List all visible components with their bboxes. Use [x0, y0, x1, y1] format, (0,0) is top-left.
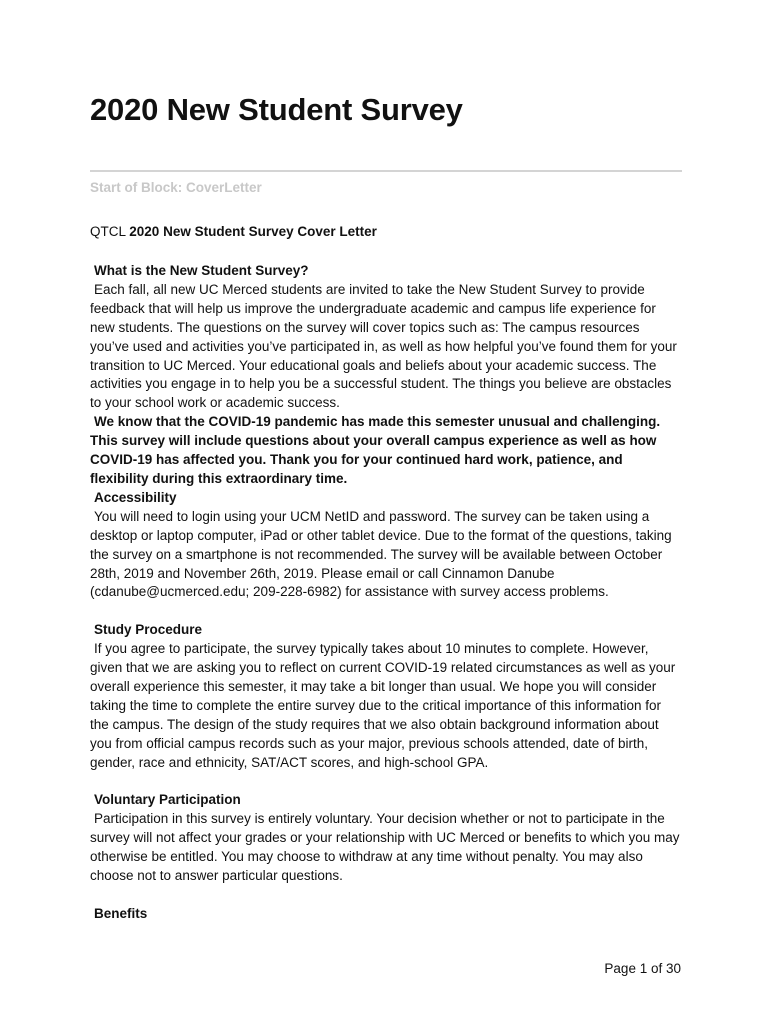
block-start-label: Start of Block: CoverLetter	[90, 180, 262, 195]
covid-notice: We know that the COVID-19 pandemic has made this semester unusual and challenging. This survey will include questions about your overall campus experience as well as how COVID-19 has affected you. Thank you for your continued hard work, patience, and flexibility during this extraordinary time.	[90, 414, 661, 486]
paragraph-gap	[90, 886, 682, 905]
title-divider	[90, 170, 682, 172]
question-id: QTCL	[90, 224, 126, 239]
page-number: Page 1 of 30	[604, 961, 681, 976]
question-header	[90, 224, 377, 239]
paragraph-gap	[90, 602, 682, 621]
section-body-accessibility: You will need to login using your UCM NetID and password. The survey can be taken using a desktop or laptop computer, iPad or other tablet device. Due to the format of the questions, taking the survey on a smartphone is not recommended. The survey will be available between October 28th, 2019 and November 26th, 2019. Please email or call Cinnamon Danube (cdanube@ucmerced.edu; 209-228-6982) for assistance with survey access problems.	[90, 508, 672, 600]
section-heading-what-is: What is the New Student Survey?	[94, 263, 309, 278]
section-heading-study-procedure: Study Procedure	[94, 622, 203, 638]
section-heading-benefits: Benefits	[94, 905, 148, 921]
section-heading-voluntary: Voluntary Participation	[94, 792, 241, 808]
section-body-study-procedure: If you agree to participate, the survey typically takes about 10 minutes to complete. However, given that we are asking you to reflect on current COVID-19 related circumstances as well as your overall experience this semester, it may take a bit longer than usual. We hope you will consider taking the time to complete the entire survey due to the critical importance of this information for the campus. The design of the study requires that we also obtain background information about you from official campus records such as your major, previous schools attended, date of birth, gender, race and ethnicity, SAT/ACT scores, and high-school GPA.	[90, 641, 676, 770]
document-title: 2020 New Student Survey	[90, 92, 463, 127]
section-body-voluntary: Participation in this survey is entirely voluntary. Your decision whether or not to participate in the survey will not affect your grades or your relationship with UC Merced or benefits to which you may otherwise be entitled. You may choose to withdraw at any time without penalty. You may also choose not to answer particular questions.	[90, 811, 680, 883]
cover-letter-body	[90, 262, 682, 924]
section-body-what-is: Each fall, all new UC Merced students are invited to take the New Student Survey to provide feedback that will help us improve the undergraduate academic and campus life experience for new students. The questions on the survey will cover topics such as: The campus resources you’ve used and activities you’ve participated in, as well as how helpful you’ve found them for your transition to UC Merced. Your educational goals and beliefs about your academic success. The activities you engage in to help you be a successful student. The things you believe are obstacles to your school work or academic success.	[90, 281, 677, 411]
section-heading-accessibility: Accessibility	[94, 489, 177, 505]
paragraph-gap	[90, 772, 682, 791]
question-title: 2020 New Student Survey Cover Letter	[129, 224, 377, 239]
